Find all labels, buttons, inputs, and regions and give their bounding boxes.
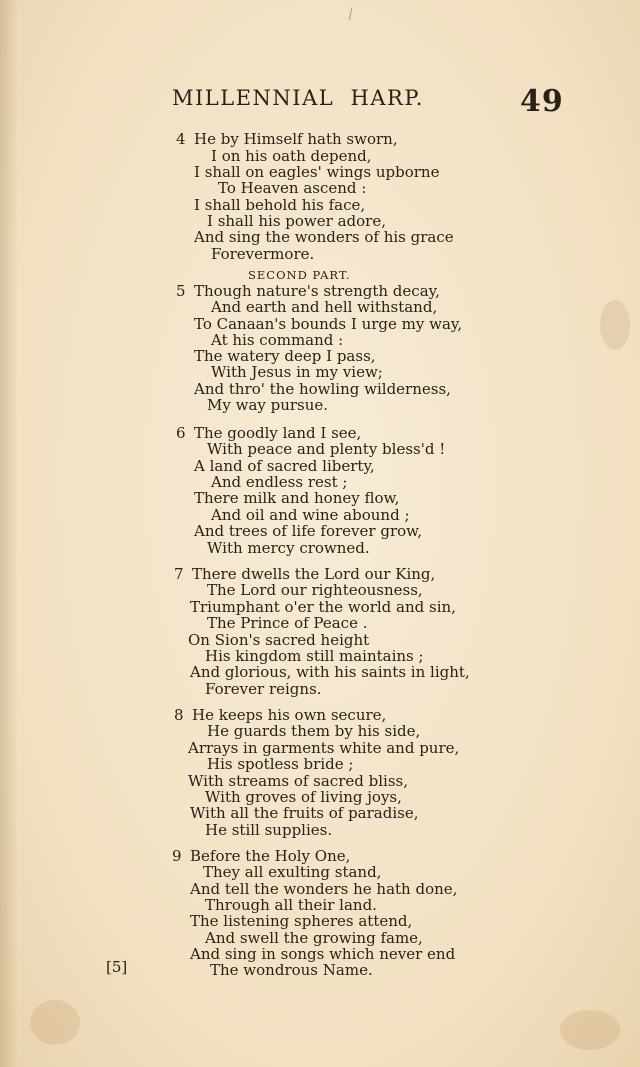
- verse-line: And endless rest ;: [211, 473, 348, 491]
- foxing-spot: [560, 1010, 620, 1050]
- stanza-number: 5: [176, 282, 186, 300]
- verse-line: I shall his power adore,: [207, 212, 386, 230]
- verse-line: With groves of living joys,: [205, 788, 402, 806]
- verse-line: And swell the growing fame,: [205, 929, 423, 947]
- foxing-spot: [30, 1000, 80, 1045]
- stanza-number: 7: [174, 565, 184, 583]
- verse-line: At his command :: [211, 331, 344, 349]
- verse-line: And sing the wonders of his grace: [194, 228, 454, 246]
- verse-line: I on his oath depend,: [211, 147, 372, 165]
- verse-line: A land of sacred liberty,: [194, 457, 375, 475]
- verse-line: The watery deep I pass,: [194, 347, 376, 365]
- signature-mark: [5]: [106, 958, 128, 976]
- verse-line: With Jesus in my view;: [211, 363, 383, 381]
- foxing-spot: [600, 300, 630, 350]
- verse-line: And tell the wonders he hath done,: [190, 880, 458, 898]
- page-number: 49: [520, 84, 564, 119]
- running-header-title: MILLENNIAL HARP.: [172, 86, 424, 110]
- verse-line: And trees of life forever grow,: [194, 522, 422, 540]
- verse-line: The listening spheres attend,: [190, 912, 413, 930]
- verse-line: With streams of sacred bliss,: [188, 772, 408, 790]
- verse-line: They all exulting stand,: [203, 863, 382, 881]
- verse-line: With peace and plenty bless'd !: [207, 440, 446, 458]
- verse-line: Though nature's strength decay,: [194, 282, 440, 300]
- stanza-number: 6: [176, 424, 186, 442]
- verse-line: On Sion's sacred height: [188, 631, 370, 649]
- verse-line: Before the Holy One,: [190, 847, 351, 865]
- verse-line: And glorious, with his saints in light,: [190, 663, 470, 681]
- verse-line: The Prince of Peace .: [207, 614, 368, 632]
- verse-line: His kingdom still maintains ;: [205, 647, 424, 665]
- verse-line: Forevermore.: [211, 245, 315, 263]
- section-heading: SECOND PART.: [248, 268, 351, 282]
- stanza-number: 9: [172, 847, 182, 865]
- verse-line: The wondrous Name.: [210, 961, 373, 979]
- verse-line: I shall behold his face,: [194, 196, 366, 214]
- stanza-number: 8: [174, 706, 184, 724]
- verse-line: He still supplies.: [205, 821, 333, 839]
- verse-line: And sing in songs which never end: [190, 945, 456, 963]
- verse-line: And earth and hell withstand,: [211, 298, 438, 316]
- verse-line: With mercy crowned.: [207, 539, 370, 557]
- gutter-shadow: [0, 0, 18, 1067]
- verse-line: The Lord our righteousness,: [207, 581, 423, 599]
- verse-line: His spotless bride ;: [207, 755, 354, 773]
- verse-line: And oil and wine abound ;: [211, 506, 410, 524]
- verse-line: There milk and honey flow,: [194, 489, 400, 507]
- stanza-number: 4: [176, 130, 186, 148]
- verse-line: Arrays in garments white and pure,: [188, 739, 460, 757]
- verse-line: Triumphant o'er the world and sin,: [190, 598, 456, 616]
- verse-line: He guards them by his side,: [207, 722, 421, 740]
- verse-line: And thro' the howling wilderness,: [194, 380, 451, 398]
- verse-line: There dwells the Lord our King,: [192, 565, 436, 583]
- verse-line: He keeps his own secure,: [192, 706, 387, 724]
- verse-line: With all the fruits of paradise,: [190, 804, 419, 822]
- verse-line: Through all their land.: [205, 896, 377, 914]
- verse-line: Forever reigns.: [205, 680, 322, 698]
- verse-line: To Canaan's bounds I urge my way,: [194, 315, 463, 333]
- ink-mark: [349, 8, 352, 20]
- verse-line: I shall on eagles' wings upborne: [194, 163, 440, 181]
- verse-line: The goodly land I see,: [194, 424, 362, 442]
- verse-line: He by Himself hath sworn,: [194, 130, 398, 148]
- verse-line: My way pursue.: [207, 396, 329, 414]
- verse-line: To Heaven ascend :: [218, 179, 367, 197]
